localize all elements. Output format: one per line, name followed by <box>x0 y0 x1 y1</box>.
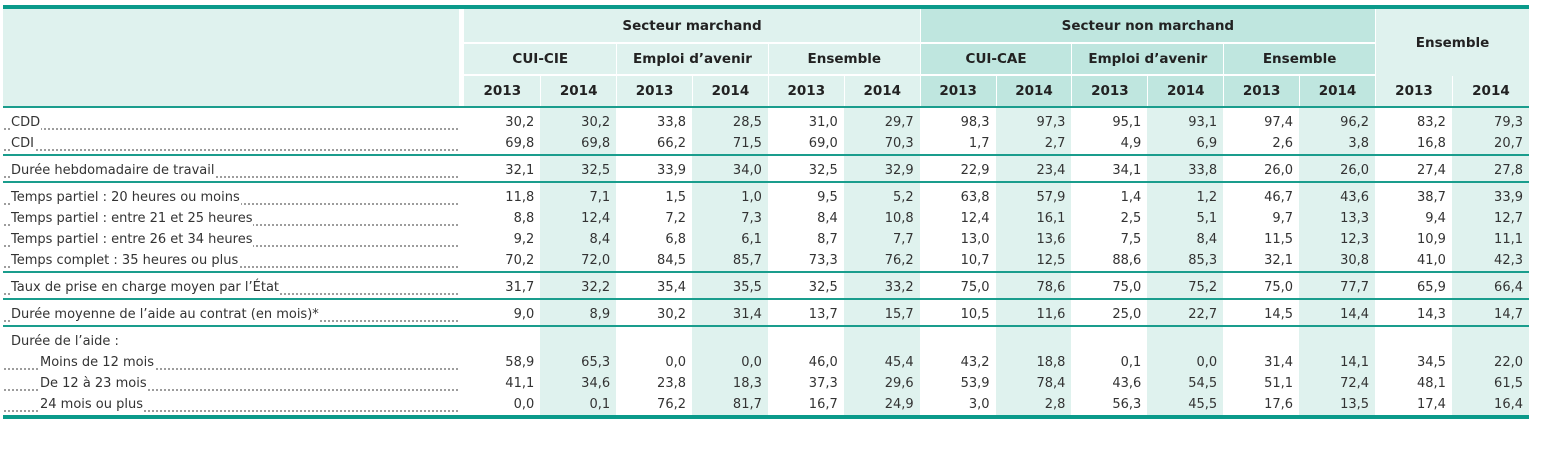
table-cell: 6,9 <box>1147 133 1223 154</box>
table-cell: 32,5 <box>540 160 616 181</box>
table-cell: 41,0 <box>1375 250 1452 271</box>
table-cell: 0,0 <box>616 352 692 373</box>
table-cell: 70,2 <box>464 250 540 271</box>
table-cell: 8,4 <box>768 208 844 229</box>
table-cell: 16,4 <box>1452 394 1529 415</box>
table-cell: 69,8 <box>540 133 616 154</box>
table-cell: 53,9 <box>920 373 996 394</box>
table-cell: 33,8 <box>1147 160 1223 181</box>
table-cell: 66,2 <box>616 133 692 154</box>
table-cell: 46,7 <box>1223 187 1299 208</box>
table-cell: 95,1 <box>1071 112 1147 133</box>
table-row <box>3 112 1529 133</box>
table-cell: 31,4 <box>1223 352 1299 373</box>
table-cell: 33,9 <box>616 160 692 181</box>
table-cell: 23,4 <box>996 160 1072 181</box>
table-cell: 72,4 <box>1299 373 1375 394</box>
header-year: 2013 <box>616 76 692 106</box>
row-label-text: Taux de prise en charge moyen par l’État <box>11 280 280 295</box>
row-label <box>3 394 459 415</box>
table-cell: 98,3 <box>920 112 996 133</box>
table-cell: 1,4 <box>1071 187 1147 208</box>
header-year: 2014 <box>1147 76 1223 106</box>
table-cell: 7,3 <box>692 208 768 229</box>
table-cell <box>844 331 920 352</box>
table-cell: 31,4 <box>692 304 768 325</box>
table-cell: 9,2 <box>464 229 540 250</box>
table-cell: 79,3 <box>1452 112 1529 133</box>
table-cell: 10,8 <box>844 208 920 229</box>
table-cell: 61,5 <box>1452 373 1529 394</box>
table-cell: 97,4 <box>1223 112 1299 133</box>
row-label-text: CDI <box>11 136 34 151</box>
header-year: 2013 <box>464 76 540 106</box>
table-cell: 73,3 <box>768 250 844 271</box>
table-cell: 18,3 <box>692 373 768 394</box>
table-cell: 45,4 <box>844 352 920 373</box>
table-cell: 16,8 <box>1375 133 1452 154</box>
table-cell: 29,6 <box>844 373 920 394</box>
table-cell <box>996 331 1072 352</box>
table-cell: 48,1 <box>1375 373 1452 394</box>
table-cell: 75,2 <box>1147 277 1223 298</box>
header-sub-cui-cie: CUI-CIE <box>464 44 616 76</box>
row-label <box>3 352 459 373</box>
table-cell: 78,4 <box>996 373 1072 394</box>
table-cell: 2,6 <box>1223 133 1299 154</box>
table-cell: 29,7 <box>844 112 920 133</box>
table-cell: 43,6 <box>1071 373 1147 394</box>
table-cell: 18,8 <box>996 352 1072 373</box>
table-cell: 75,0 <box>920 277 996 298</box>
table-cell: 5,1 <box>1147 208 1223 229</box>
table-cell: 12,3 <box>1299 229 1375 250</box>
table-cell: 72,0 <box>540 250 616 271</box>
table-cell: 34,1 <box>1071 160 1147 181</box>
table-cell: 15,7 <box>844 304 920 325</box>
table-cell: 2,7 <box>996 133 1072 154</box>
table-cell: 76,2 <box>844 250 920 271</box>
table-cell: 70,3 <box>844 133 920 154</box>
row-label <box>3 250 459 271</box>
table-cell: 75,0 <box>1223 277 1299 298</box>
header-year: 2013 <box>1071 76 1147 106</box>
table-cell: 11,5 <box>1223 229 1299 250</box>
table-cell: 30,2 <box>616 304 692 325</box>
table-cell: 84,5 <box>616 250 692 271</box>
header-year: 2014 <box>1452 76 1529 106</box>
table-cell: 11,8 <box>464 187 540 208</box>
table-cell <box>768 331 844 352</box>
table-cell: 14,5 <box>1223 304 1299 325</box>
table-cell <box>1071 331 1147 352</box>
table-cell: 8,4 <box>1147 229 1223 250</box>
table-cell <box>1375 331 1452 352</box>
table-cell: 83,2 <box>1375 112 1452 133</box>
header-corner <box>3 9 459 106</box>
row-label-text: Durée de l’aide : <box>11 334 119 349</box>
header-sub-emploi-avenir-m: Emploi d’avenir <box>616 44 768 76</box>
table-cell: 30,2 <box>464 112 540 133</box>
table-cell: 10,9 <box>1375 229 1452 250</box>
table-cell: 63,8 <box>920 187 996 208</box>
table-cell: 32,1 <box>464 160 540 181</box>
header-year: 2013 <box>1375 76 1452 106</box>
table-cell: 32,2 <box>540 277 616 298</box>
row-label <box>3 187 459 208</box>
table-cell: 8,9 <box>540 304 616 325</box>
table-cell: 56,3 <box>1071 394 1147 415</box>
row-label-text: Temps complet : 35 heures ou plus <box>11 253 239 268</box>
table-cell: 6,1 <box>692 229 768 250</box>
table-cell: 1,7 <box>920 133 996 154</box>
table-cell: 33,9 <box>1452 187 1529 208</box>
table-row <box>3 331 1529 352</box>
table-cell: 14,4 <box>1299 304 1375 325</box>
header-group-ensemble: Ensemble <box>1375 9 1529 76</box>
table-cell: 0,0 <box>692 352 768 373</box>
header-year: 2013 <box>920 76 996 106</box>
table-cell: 2,8 <box>996 394 1072 415</box>
table-cell <box>1223 331 1299 352</box>
table-row <box>3 352 1529 373</box>
table-cell: 11,1 <box>1452 229 1529 250</box>
table-cell: 38,7 <box>1375 187 1452 208</box>
row-label <box>3 277 459 298</box>
table-cell: 27,4 <box>1375 160 1452 181</box>
row-label <box>3 208 459 229</box>
table-cell: 31,7 <box>464 277 540 298</box>
table-cell: 34,6 <box>540 373 616 394</box>
row-label <box>3 112 459 133</box>
table-cell: 30,8 <box>1299 250 1375 271</box>
table-cell <box>692 331 768 352</box>
table-row <box>3 277 1529 298</box>
table-cell: 41,1 <box>464 373 540 394</box>
row-label <box>3 229 459 250</box>
header-sub-emploi-avenir-nm: Emploi d’avenir <box>1071 44 1223 76</box>
table-cell: 26,0 <box>1223 160 1299 181</box>
table-row <box>3 133 1529 154</box>
table-cell: 12,4 <box>540 208 616 229</box>
row-label-text: Durée moyenne de l’aide au contrat (en mois)* <box>11 307 319 322</box>
header-year: 2013 <box>768 76 844 106</box>
table-cell: 85,7 <box>692 250 768 271</box>
table-cell: 9,7 <box>1223 208 1299 229</box>
table-cell: 2,5 <box>1071 208 1147 229</box>
table-cell: 4,9 <box>1071 133 1147 154</box>
header-year: 2014 <box>1299 76 1375 106</box>
row-label-text: Temps partiel : entre 26 et 34 heures <box>11 232 253 247</box>
header-year: 2013 <box>1223 76 1299 106</box>
table-cell: 45,5 <box>1147 394 1223 415</box>
table-cell: 66,4 <box>1452 277 1529 298</box>
table-cell: 0,0 <box>464 394 540 415</box>
header-year: 2014 <box>540 76 616 106</box>
table-cell: 16,7 <box>768 394 844 415</box>
table-cell <box>464 331 540 352</box>
table-cell <box>920 331 996 352</box>
table-cell: 65,9 <box>1375 277 1452 298</box>
row-label-text: Moins de 12 mois <box>40 355 154 370</box>
table-cell: 5,2 <box>844 187 920 208</box>
table-cell: 8,8 <box>464 208 540 229</box>
table-cell: 85,3 <box>1147 250 1223 271</box>
table-cell <box>616 331 692 352</box>
table-cell: 12,4 <box>920 208 996 229</box>
table-cell: 81,7 <box>692 394 768 415</box>
table-cell: 33,2 <box>844 277 920 298</box>
table-cell: 32,5 <box>768 277 844 298</box>
header-group-marchand: Secteur marchand <box>464 9 919 44</box>
table-cell: 13,7 <box>768 304 844 325</box>
table-cell: 9,4 <box>1375 208 1452 229</box>
row-label <box>3 160 459 181</box>
table-cell: 16,1 <box>996 208 1072 229</box>
table-cell: 34,0 <box>692 160 768 181</box>
table-cell: 97,3 <box>996 112 1072 133</box>
table-cell <box>1452 331 1529 352</box>
table-cell <box>1147 331 1223 352</box>
table-cell: 7,7 <box>844 229 920 250</box>
table-cell: 37,3 <box>768 373 844 394</box>
table-cell: 7,2 <box>616 208 692 229</box>
table-cell: 9,0 <box>464 304 540 325</box>
header-year: 2014 <box>692 76 768 106</box>
table-cell: 17,4 <box>1375 394 1452 415</box>
table-cell: 42,3 <box>1452 250 1529 271</box>
table-cell: 13,6 <box>996 229 1072 250</box>
table-cell: 32,5 <box>768 160 844 181</box>
table-cell: 0,1 <box>1071 352 1147 373</box>
table-cell: 76,2 <box>616 394 692 415</box>
table-cell: 46,0 <box>768 352 844 373</box>
table-cell: 3,8 <box>1299 133 1375 154</box>
table-cell: 11,6 <box>996 304 1072 325</box>
table-cell: 23,8 <box>616 373 692 394</box>
table-cell: 0,0 <box>1147 352 1223 373</box>
table-cell: 58,9 <box>464 352 540 373</box>
table-cell: 3,0 <box>920 394 996 415</box>
table-cell: 25,0 <box>1071 304 1147 325</box>
table-row <box>3 160 1529 181</box>
table-cell: 10,7 <box>920 250 996 271</box>
row-label-text: De 12 à 23 mois <box>40 376 147 391</box>
table-cell <box>540 331 616 352</box>
table-cell: 0,1 <box>540 394 616 415</box>
table-cell: 12,7 <box>1452 208 1529 229</box>
table-cell: 54,5 <box>1147 373 1223 394</box>
table-cell: 43,2 <box>920 352 996 373</box>
table-cell: 35,4 <box>616 277 692 298</box>
table-cell: 88,6 <box>1071 250 1147 271</box>
table-cell: 57,9 <box>996 187 1072 208</box>
row-label-text: Temps partiel : entre 21 et 25 heures <box>11 211 253 226</box>
table-cell: 31,0 <box>768 112 844 133</box>
header-sub-cui-cae: CUI-CAE <box>920 44 1072 76</box>
row-label-text: Durée hebdomadaire de travail <box>11 163 215 178</box>
table-cell: 7,5 <box>1071 229 1147 250</box>
table-row <box>3 187 1529 208</box>
table-cell: 96,2 <box>1299 112 1375 133</box>
table-cell: 1,2 <box>1147 187 1223 208</box>
table-cell: 10,5 <box>920 304 996 325</box>
table-row <box>3 250 1529 271</box>
row-label-text: CDD <box>11 115 41 130</box>
table-cell: 35,5 <box>692 277 768 298</box>
table-cell: 13,3 <box>1299 208 1375 229</box>
row-label <box>3 304 459 325</box>
table-cell: 93,1 <box>1147 112 1223 133</box>
header-sub-ensemble-m: Ensemble <box>768 44 920 76</box>
table-cell: 33,8 <box>616 112 692 133</box>
table-cell: 75,0 <box>1071 277 1147 298</box>
table-cell: 8,7 <box>768 229 844 250</box>
header-year: 2014 <box>844 76 920 106</box>
row-label-text: Temps partiel : 20 heures ou moins <box>11 190 240 205</box>
table-cell: 24,9 <box>844 394 920 415</box>
table-cell: 7,1 <box>540 187 616 208</box>
table-cell: 14,3 <box>1375 304 1452 325</box>
table-cell: 22,9 <box>920 160 996 181</box>
table-cell: 20,7 <box>1452 133 1529 154</box>
table-row <box>3 304 1529 325</box>
table-cell: 71,5 <box>692 133 768 154</box>
table-row <box>3 208 1529 229</box>
table-cell: 22,0 <box>1452 352 1529 373</box>
table-cell: 1,5 <box>616 187 692 208</box>
table-cell: 22,7 <box>1147 304 1223 325</box>
table-cell: 77,7 <box>1299 277 1375 298</box>
table-cell: 26,0 <box>1299 160 1375 181</box>
table-cell: 9,5 <box>768 187 844 208</box>
table-cell: 14,1 <box>1299 352 1375 373</box>
row-label <box>3 133 459 154</box>
header-group-non-marchand: Secteur non marchand <box>920 9 1375 44</box>
table-cell: 6,8 <box>616 229 692 250</box>
table-cell: 13,0 <box>920 229 996 250</box>
statistics-table-container <box>3 5 1529 419</box>
table-cell: 13,5 <box>1299 394 1375 415</box>
table-cell: 8,4 <box>540 229 616 250</box>
table-cell: 32,1 <box>1223 250 1299 271</box>
table-cell: 69,0 <box>768 133 844 154</box>
row-label-text: 24 mois ou plus <box>40 397 144 412</box>
table-cell: 27,8 <box>1452 160 1529 181</box>
table-cell: 32,9 <box>844 160 920 181</box>
row-label <box>3 331 459 352</box>
row-label <box>3 373 459 394</box>
table-cell: 30,2 <box>540 112 616 133</box>
table-cell: 51,1 <box>1223 373 1299 394</box>
table-row <box>3 394 1529 415</box>
table-row <box>3 373 1529 394</box>
table-cell: 34,5 <box>1375 352 1452 373</box>
header-year: 2014 <box>996 76 1072 106</box>
table-cell: 78,6 <box>996 277 1072 298</box>
table-cell: 17,6 <box>1223 394 1299 415</box>
table-cell: 1,0 <box>692 187 768 208</box>
bottom-rule <box>3 415 1529 419</box>
header-sub-ensemble-nm: Ensemble <box>1223 44 1375 76</box>
table-cell: 12,5 <box>996 250 1072 271</box>
table-row <box>3 229 1529 250</box>
table-cell: 43,6 <box>1299 187 1375 208</box>
table-cell <box>1299 331 1375 352</box>
table-cell: 14,7 <box>1452 304 1529 325</box>
table-cell: 28,5 <box>692 112 768 133</box>
table-cell: 69,8 <box>464 133 540 154</box>
table-cell: 65,3 <box>540 352 616 373</box>
contracts-table <box>3 9 1529 415</box>
